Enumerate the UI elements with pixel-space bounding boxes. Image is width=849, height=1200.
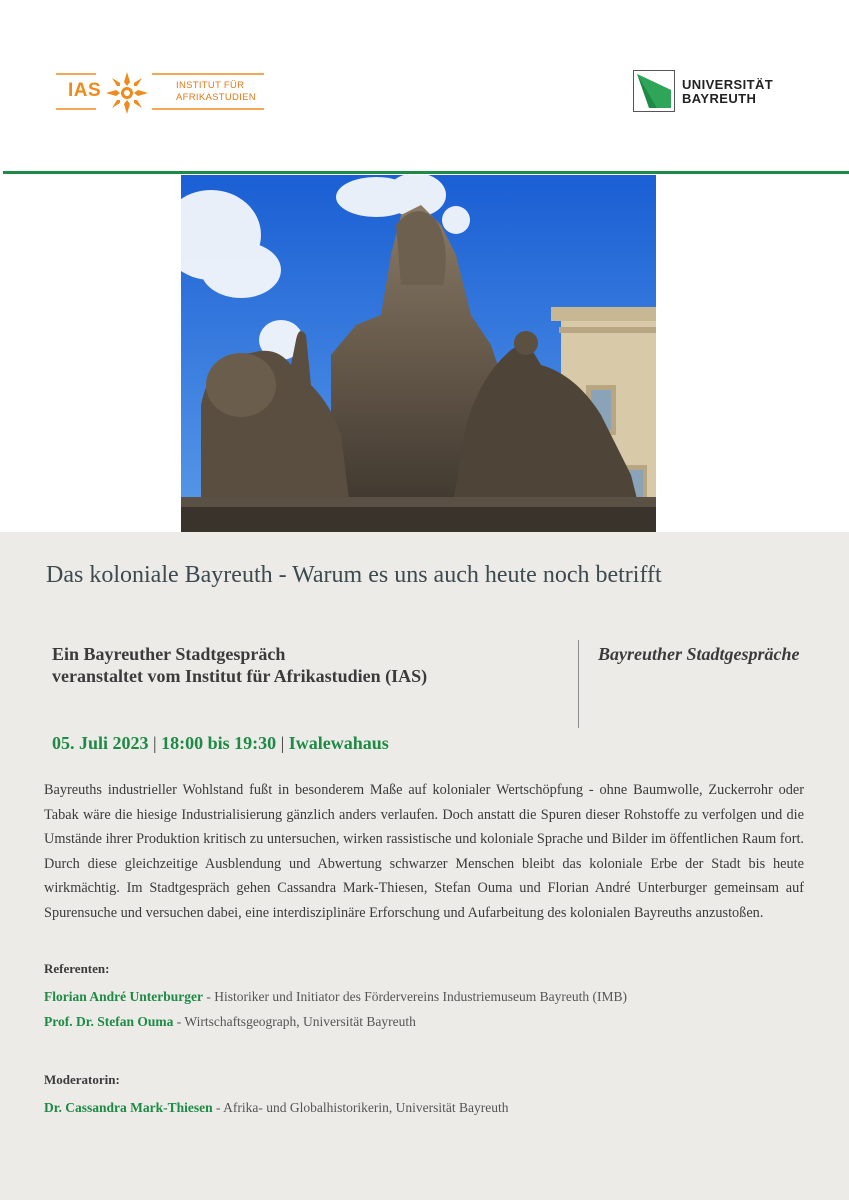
event-date: 05. Juli 2023: [52, 733, 149, 753]
event-title: Das koloniale Bayreuth - Warum es uns auch heute noch betrifft: [46, 562, 662, 588]
event-subtitle: [52, 643, 427, 687]
moderator-label: Moderatorin:: [44, 1072, 120, 1087]
moderator-role: - Afrika- und Globalhistorikerin, Universität Bayreuth: [212, 1100, 509, 1115]
separator: |: [280, 733, 285, 753]
event-subtitle-line2: veranstaltet vom Institut für Afrikastudien (IAS): [52, 666, 428, 686]
event-subtitle-line1: Ein Bayreuther Stadtgespräch: [52, 644, 286, 664]
university-name-line2: BAYREUTH: [682, 91, 757, 106]
speaker-role: - Wirtschaftsgeograph, Universität Bayreuth: [173, 1014, 416, 1029]
university-name: [682, 78, 773, 106]
speaker-item: [44, 1014, 416, 1030]
hero-photo-fountain: [181, 175, 656, 532]
speaker-role: - Historiker und Initiator des Fördervereins Industriemuseum Bayreuth (IMB): [202, 989, 628, 1004]
event-series: Bayreuther Stadtgespräche: [598, 644, 800, 664]
vertical-divider: [578, 640, 579, 728]
event-description: Bayreuths industrieller Wohlstand fußt in besonderem Maße auf kolonialer Wertschöpfung - ohne Baumwolle, Zuckerrohr oder Tabak wäre die hiesige Industrialisierung gänzlich anders verlaufen. Doch anstatt die Spuren dieser Rohstoffe zu verfolgen und die Umstände ihrer Produktion kritisch zu untersuchen, wirken rassistische und koloniale Sprache und Bilder im öffentlichen Raum fort. Durch diese gleichzeitige Ausblendung und Abwertung schwarzer Menschen bleibt das koloniale Erbe der Stadt bis heute wirkmächtig. Im Stadtgespräch gehen Cassandra Mark-Thiesen, Stefan Ouma und Florian André Unterburger gemeinsam auf Spurensuche und versuchen dabei, eine interdisziplinäre Erforschung und Aufarbeitung des kolonialen Bayreuths anzustoßen.: [44, 782, 804, 921]
separator: |: [153, 733, 157, 753]
event-time: 18:00 bis 19:30: [161, 733, 277, 753]
speaker-name: Prof. Dr. Stefan Ouma: [44, 1014, 174, 1029]
ias-sun-icon: [104, 70, 150, 116]
ias-name-line1: INSTITUT FÜR: [176, 80, 245, 91]
ias-institute-name: [176, 80, 256, 104]
header-divider: [3, 171, 849, 174]
university-logo-icon: [633, 70, 675, 112]
event-datetime: [52, 733, 389, 754]
event-venue: Iwalewahaus: [288, 733, 389, 753]
ias-logo-text: IAS: [68, 80, 102, 101]
speaker-item: [44, 989, 627, 1005]
speaker-name: Florian André Unterburger: [44, 989, 203, 1004]
ias-name-line2: AFRIKASTUDIEN: [176, 92, 256, 103]
moderator-item: [44, 1100, 508, 1116]
university-name-line1: UNIVERSITÄT: [682, 77, 774, 92]
moderator-name: Dr. Cassandra Mark-Thiesen: [44, 1100, 213, 1115]
speakers-label: Referenten:: [44, 961, 110, 976]
